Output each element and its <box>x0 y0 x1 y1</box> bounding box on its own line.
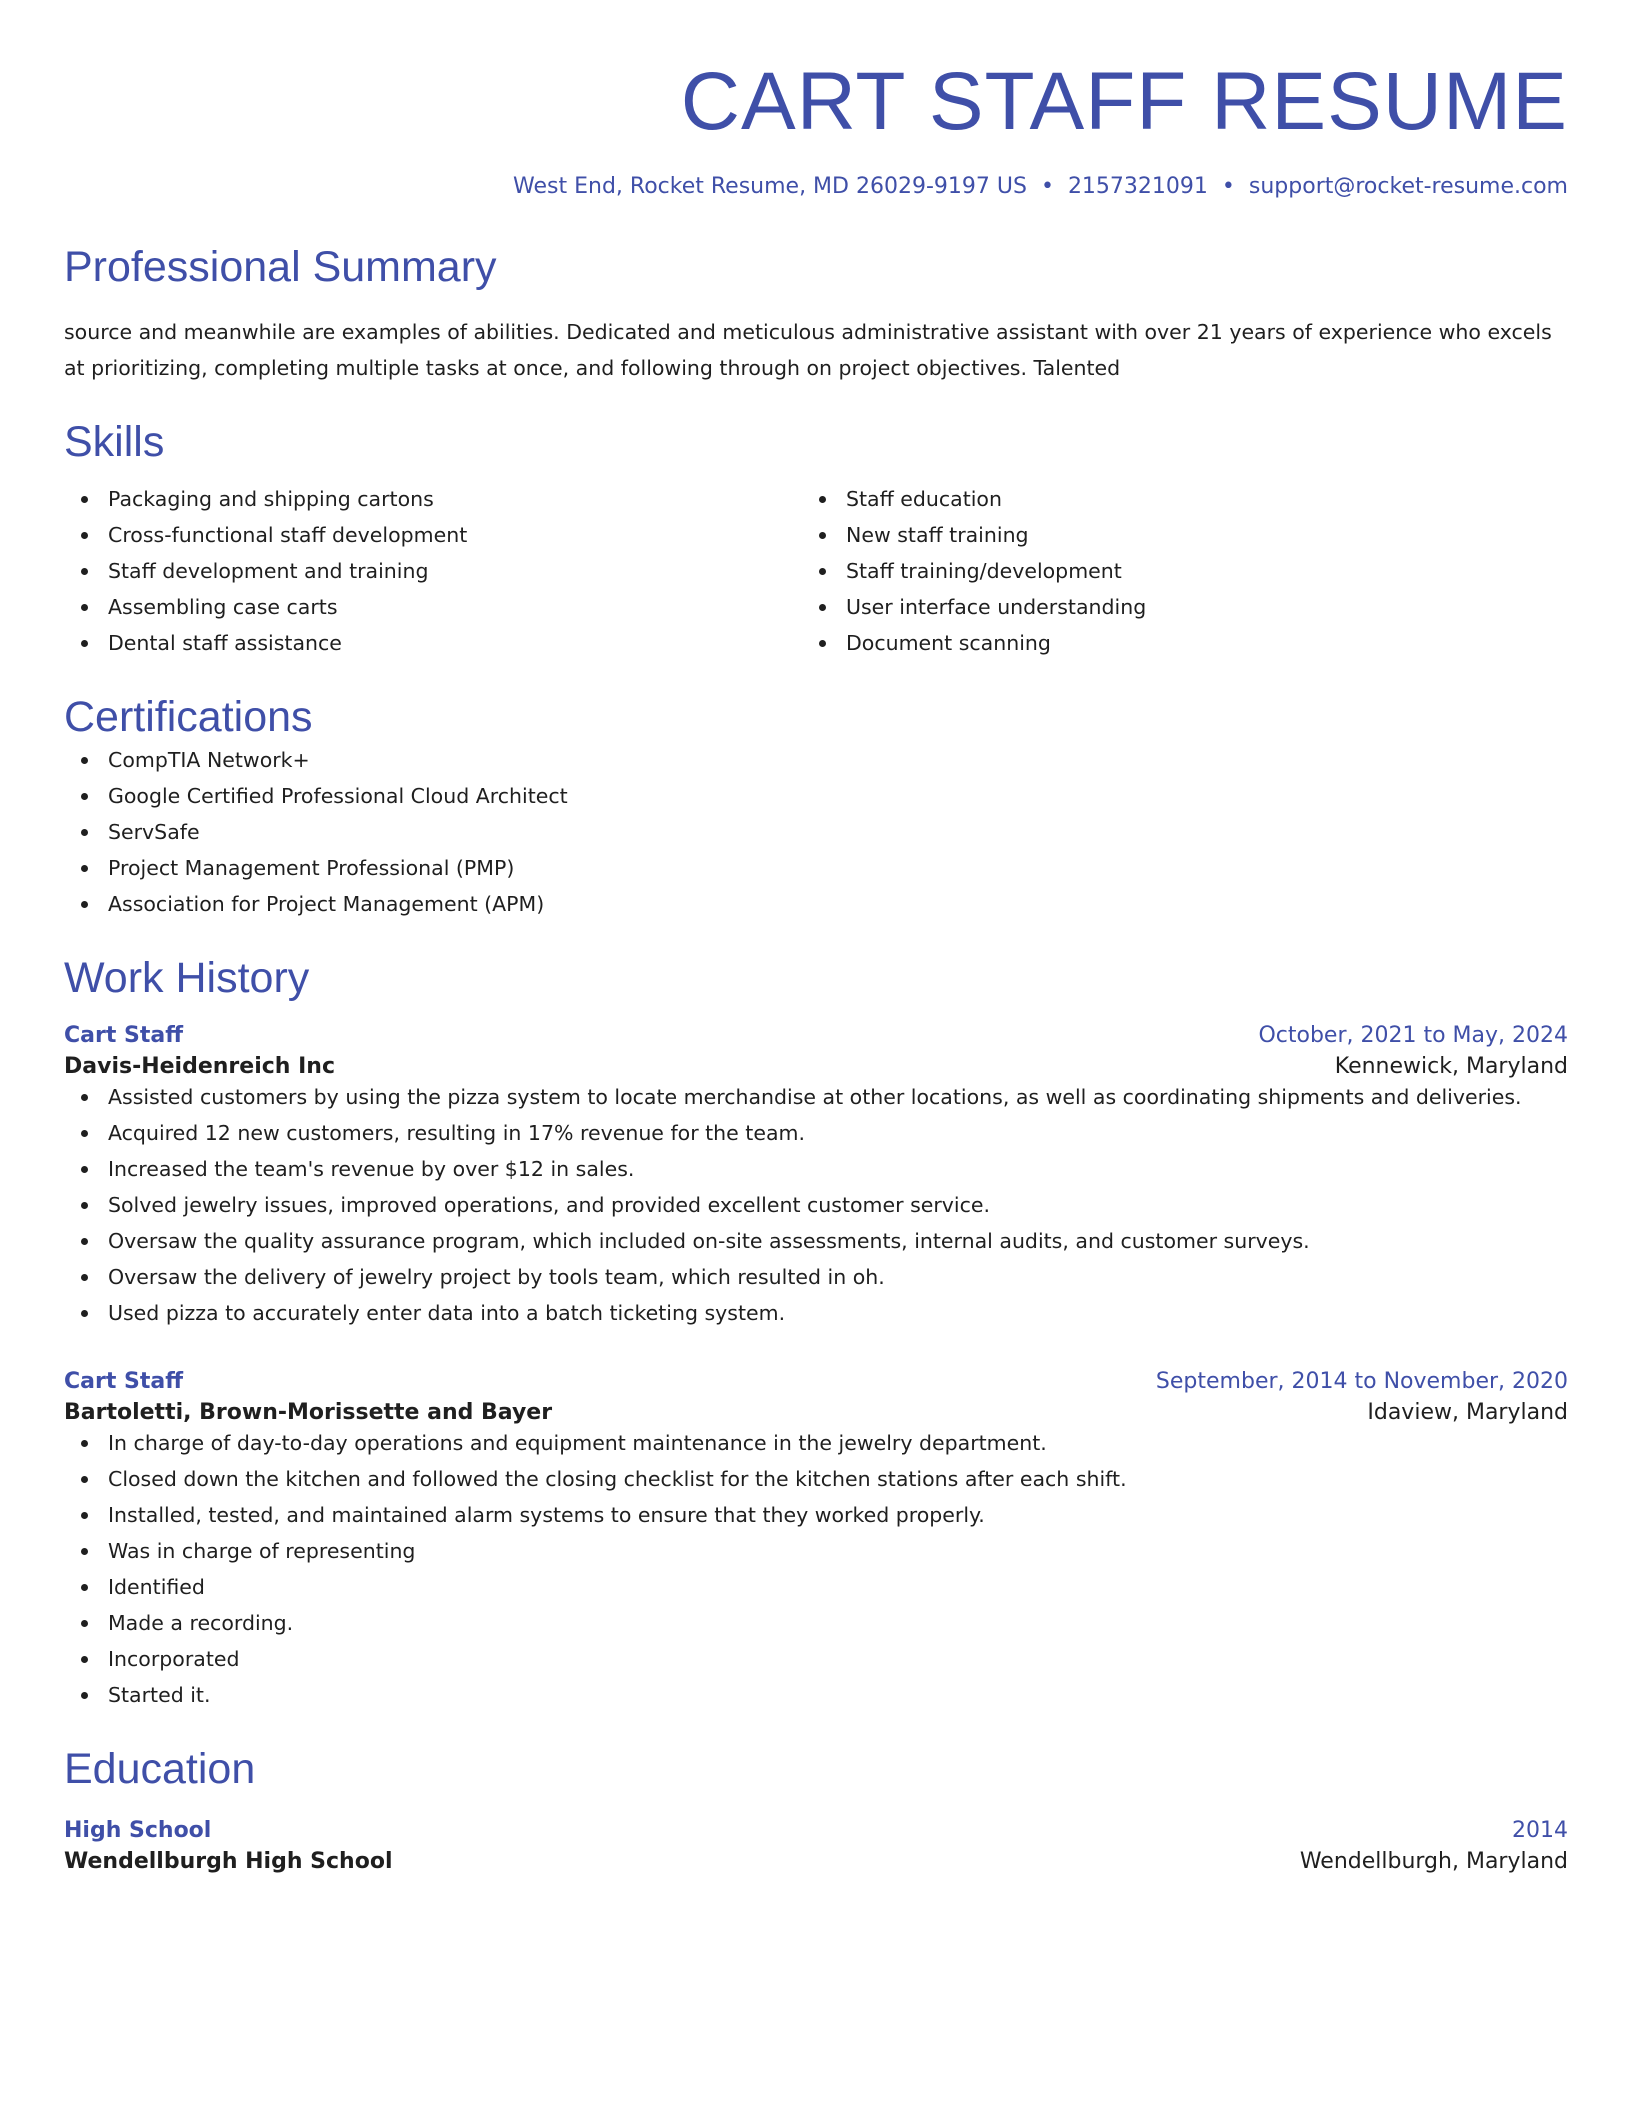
certification-item: Google Certified Professional Cloud Architect <box>108 778 1568 814</box>
certifications-heading: Certifications <box>64 693 313 741</box>
job-bullet: Solved jewelry issues, improved operations, and provided excellent customer service. <box>108 1187 1568 1223</box>
job-bullet: Oversaw the quality assurance program, which included on-site assessments, internal audits, and customer surveys. <box>108 1223 1568 1259</box>
job-dates: October, 2021 to May, 2024 <box>1258 1023 1568 1048</box>
education-entry <box>64 1818 1568 1874</box>
skills-list-left <box>64 481 802 661</box>
contact-separator: • <box>1040 174 1054 199</box>
job-bullet: Started it. <box>108 1677 1568 1713</box>
skills-column-left <box>64 481 802 661</box>
job-bullets <box>64 1425 1568 1713</box>
skills-list-right <box>802 481 1540 661</box>
job-bullet: Increased the team's revenue by over $12 in sales. <box>108 1151 1568 1187</box>
education-location: Wendellburgh, Maryland <box>1299 1849 1568 1874</box>
job-bullet: Used pizza to accurately enter data into a batch ticketing system. <box>108 1295 1568 1331</box>
job-bullet: Made a recording. <box>108 1605 1568 1641</box>
certification-item: CompTIA Network+ <box>108 742 1568 778</box>
job-company: Davis-Heidenreich Inc <box>64 1054 335 1079</box>
skill-item: Staff training/development <box>846 553 1540 589</box>
education-degree: High School <box>64 1818 212 1843</box>
job-bullet: Installed, tested, and maintained alarm systems to ensure that they worked properly. <box>108 1497 1568 1533</box>
skills-heading: Skills <box>64 418 165 466</box>
job-bullet: Identified <box>108 1569 1568 1605</box>
job-location: Idaview, Maryland <box>1367 1400 1568 1425</box>
job-entry <box>64 1023 1568 1331</box>
job-location: Kennewick, Maryland <box>1334 1054 1568 1079</box>
job-company-row <box>64 1048 1568 1079</box>
job-dates: September, 2014 to November, 2020 <box>1155 1369 1568 1394</box>
job-header-row <box>64 1023 1568 1048</box>
job-bullets <box>64 1079 1568 1331</box>
job-bullet: In charge of day-to-day operations and equipment maintenance in the jewelry department. <box>108 1425 1568 1461</box>
skill-item: Dental staff assistance <box>108 625 802 661</box>
certifications-list <box>64 742 1568 922</box>
skill-item: Packaging and shipping cartons <box>108 481 802 517</box>
skill-item: Staff development and training <box>108 553 802 589</box>
education-header-row <box>64 1818 1568 1843</box>
summary-heading: Professional Summary <box>64 243 497 291</box>
job-bullet: Was in charge of representing <box>108 1533 1568 1569</box>
work-history-heading: Work History <box>64 954 310 1002</box>
skills-columns <box>64 481 1568 661</box>
certification-item: ServSafe <box>108 814 1568 850</box>
education-heading: Education <box>64 1745 256 1793</box>
education-year: 2014 <box>1512 1818 1568 1843</box>
contact-email: support@rocket-resume.com <box>1248 174 1568 199</box>
job-bullet: Assisted customers by using the pizza system to locate merchandise at other locations, as well as coordinating shipments and deliveries. <box>108 1079 1568 1115</box>
job-role: Cart Staff <box>64 1369 184 1394</box>
contact-phone: 2157321091 <box>1067 174 1208 199</box>
job-bullet: Acquired 12 new customers, resulting in 17% revenue for the team. <box>108 1115 1568 1151</box>
skill-item: Assembling case carts <box>108 589 802 625</box>
job-bullet: Oversaw the delivery of jewelry project by tools team, which resulted in oh. <box>108 1259 1568 1295</box>
resume-title: CART STAFF RESUME <box>680 56 1568 147</box>
job-role: Cart Staff <box>64 1023 184 1048</box>
skill-item: Staff education <box>846 481 1540 517</box>
skill-item: Cross-functional staff development <box>108 517 802 553</box>
job-entry <box>64 1369 1568 1713</box>
certification-item: Association for Project Management (APM) <box>108 886 1568 922</box>
job-bullet: Closed down the kitchen and followed the closing checklist for the kitchen stations after each shift. <box>108 1461 1568 1497</box>
contact-line <box>64 174 1568 199</box>
education-school-row <box>64 1843 1568 1874</box>
contact-separator: • <box>1221 174 1235 199</box>
certification-item: Project Management Professional (PMP) <box>108 850 1568 886</box>
job-bullet: Incorporated <box>108 1641 1568 1677</box>
job-header-row <box>64 1369 1568 1394</box>
skill-item: Document scanning <box>846 625 1540 661</box>
job-company: Bartoletti, Brown-Morissette and Bayer <box>64 1400 553 1425</box>
skill-item: User interface understanding <box>846 589 1540 625</box>
contact-address: West End, Rocket Resume, MD 26029-9197 US <box>513 174 1027 199</box>
job-company-row <box>64 1394 1568 1425</box>
education-school: Wendellburgh High School <box>64 1849 393 1874</box>
skill-item: New staff training <box>846 517 1540 553</box>
skills-column-right <box>802 481 1540 661</box>
summary-text: source and meanwhile are examples of abilities. Dedicated and meticulous administrative assistant with over 21 years of experience who excels at prioritizing, completing multiple tasks at once, and following through on project objectives. Talented <box>64 320 1552 380</box>
